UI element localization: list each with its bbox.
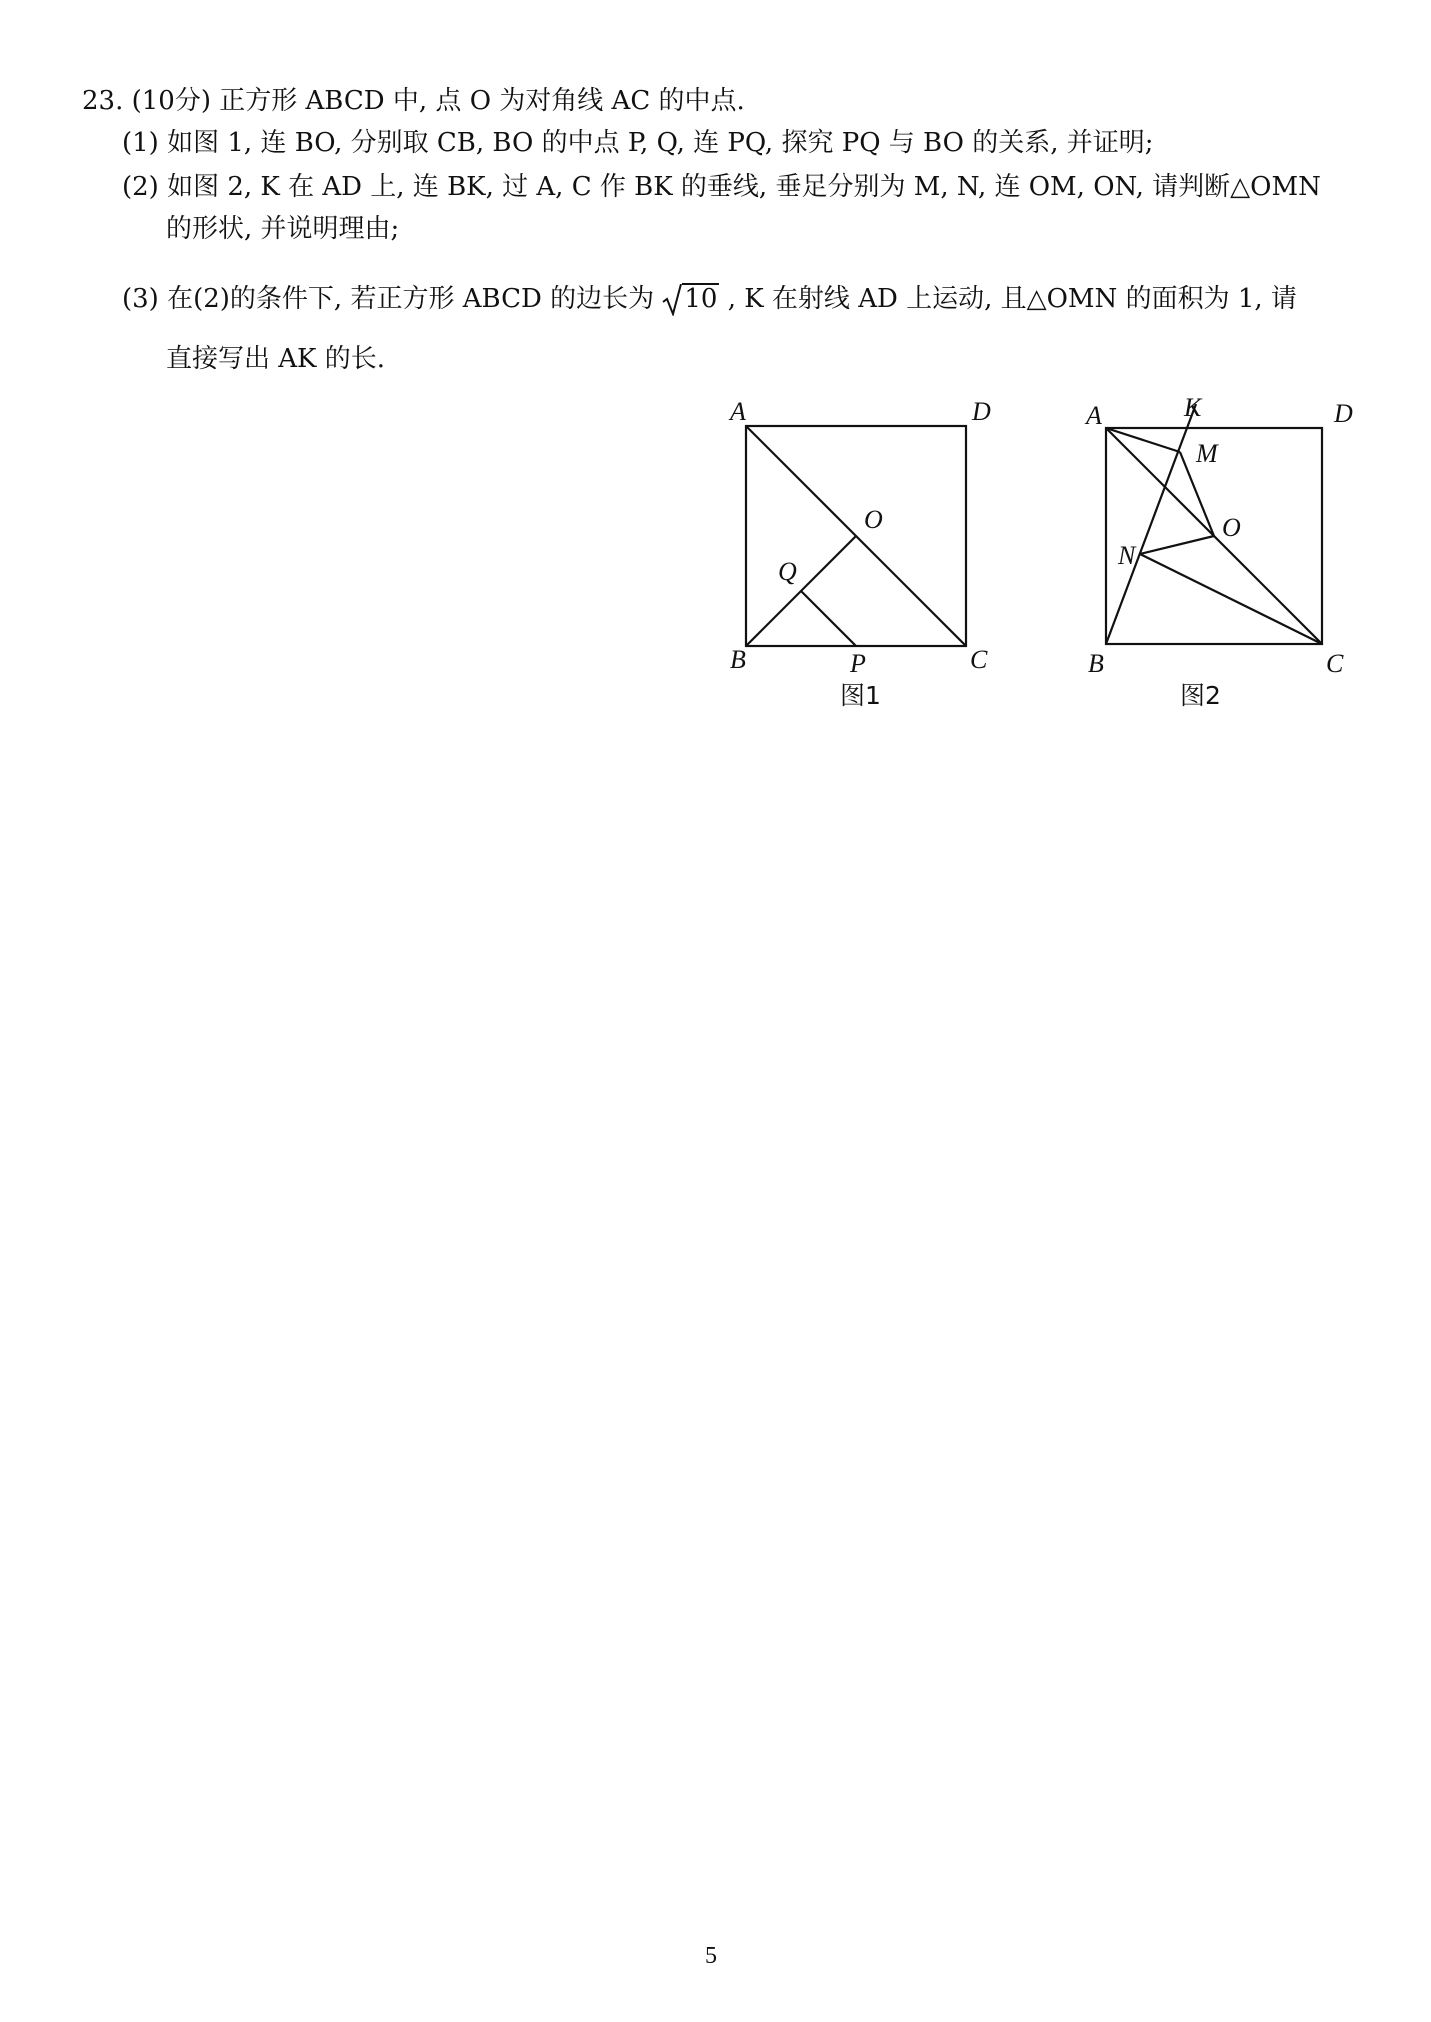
fig2-segment-no bbox=[1140, 536, 1214, 554]
part3-text-line1 bbox=[122, 282, 1297, 316]
fig2-label-o: O bbox=[1222, 513, 1241, 542]
fig2-segment-nc bbox=[1140, 554, 1322, 644]
part3-prefix: (3) 在(2)的条件下, 若正方形 ABCD 的边长为 bbox=[122, 284, 655, 314]
figure-2-diagram bbox=[1060, 390, 1380, 678]
fig1-label-q: Q bbox=[778, 557, 797, 586]
fig1-segment-pq bbox=[801, 591, 856, 646]
part2-text-line2: 的形状, 并说明理由; bbox=[166, 214, 400, 244]
fig2-label-a: A bbox=[1086, 401, 1102, 430]
fig1-label-d: D bbox=[972, 397, 991, 426]
figure-2-caption: 图2 bbox=[1180, 681, 1221, 710]
fig2-label-k: K bbox=[1184, 393, 1202, 422]
figure-1 bbox=[700, 390, 1000, 678]
fig1-label-c: C bbox=[970, 645, 988, 674]
figure-2 bbox=[1060, 390, 1380, 678]
fig2-label-b: B bbox=[1088, 649, 1104, 678]
sqrt-expression bbox=[662, 282, 719, 316]
part3-text-line2: 直接写出 AK 的长. bbox=[166, 344, 385, 374]
fig2-label-m: M bbox=[1196, 439, 1218, 468]
fig1-label-b: B bbox=[730, 645, 746, 674]
fig1-label-a: A bbox=[730, 397, 746, 426]
part3-suffix: , K 在射线 AD 上运动, 且△OMN 的面积为 1, 请 bbox=[727, 284, 1297, 314]
figure-1-caption: 图1 bbox=[840, 681, 881, 710]
part1-text: (1) 如图 1, 连 BO, 分别取 CB, BO 的中点 P, Q, 连 PQ, 探究 PQ 与 BO 的关系, 并证明; bbox=[122, 128, 1154, 158]
fig2-label-d: D bbox=[1334, 399, 1353, 428]
fig1-label-p: P bbox=[850, 649, 866, 678]
page-number: 5 bbox=[705, 1943, 717, 1969]
part2-text-line1: (2) 如图 2, K 在 AD 上, 连 BK, 过 A, C 作 BK 的垂线, 垂足分别为 M, N, 连 OM, ON, 请判断△OMN bbox=[122, 172, 1321, 202]
question-number: 23. bbox=[82, 86, 124, 116]
fig2-label-c: C bbox=[1326, 649, 1344, 678]
figure-1-diagram bbox=[700, 390, 1000, 678]
question-intro: 正方形 ABCD 中, 点 O 为对角线 AC 的中点. bbox=[219, 86, 745, 116]
question-intro-line bbox=[82, 84, 745, 118]
fig2-label-n: N bbox=[1118, 541, 1136, 570]
fig1-label-o: O bbox=[864, 505, 883, 534]
question-points: (10分) bbox=[131, 86, 211, 116]
radical-sign-icon bbox=[662, 284, 682, 316]
sqrt-radicand: 10 bbox=[684, 284, 718, 314]
